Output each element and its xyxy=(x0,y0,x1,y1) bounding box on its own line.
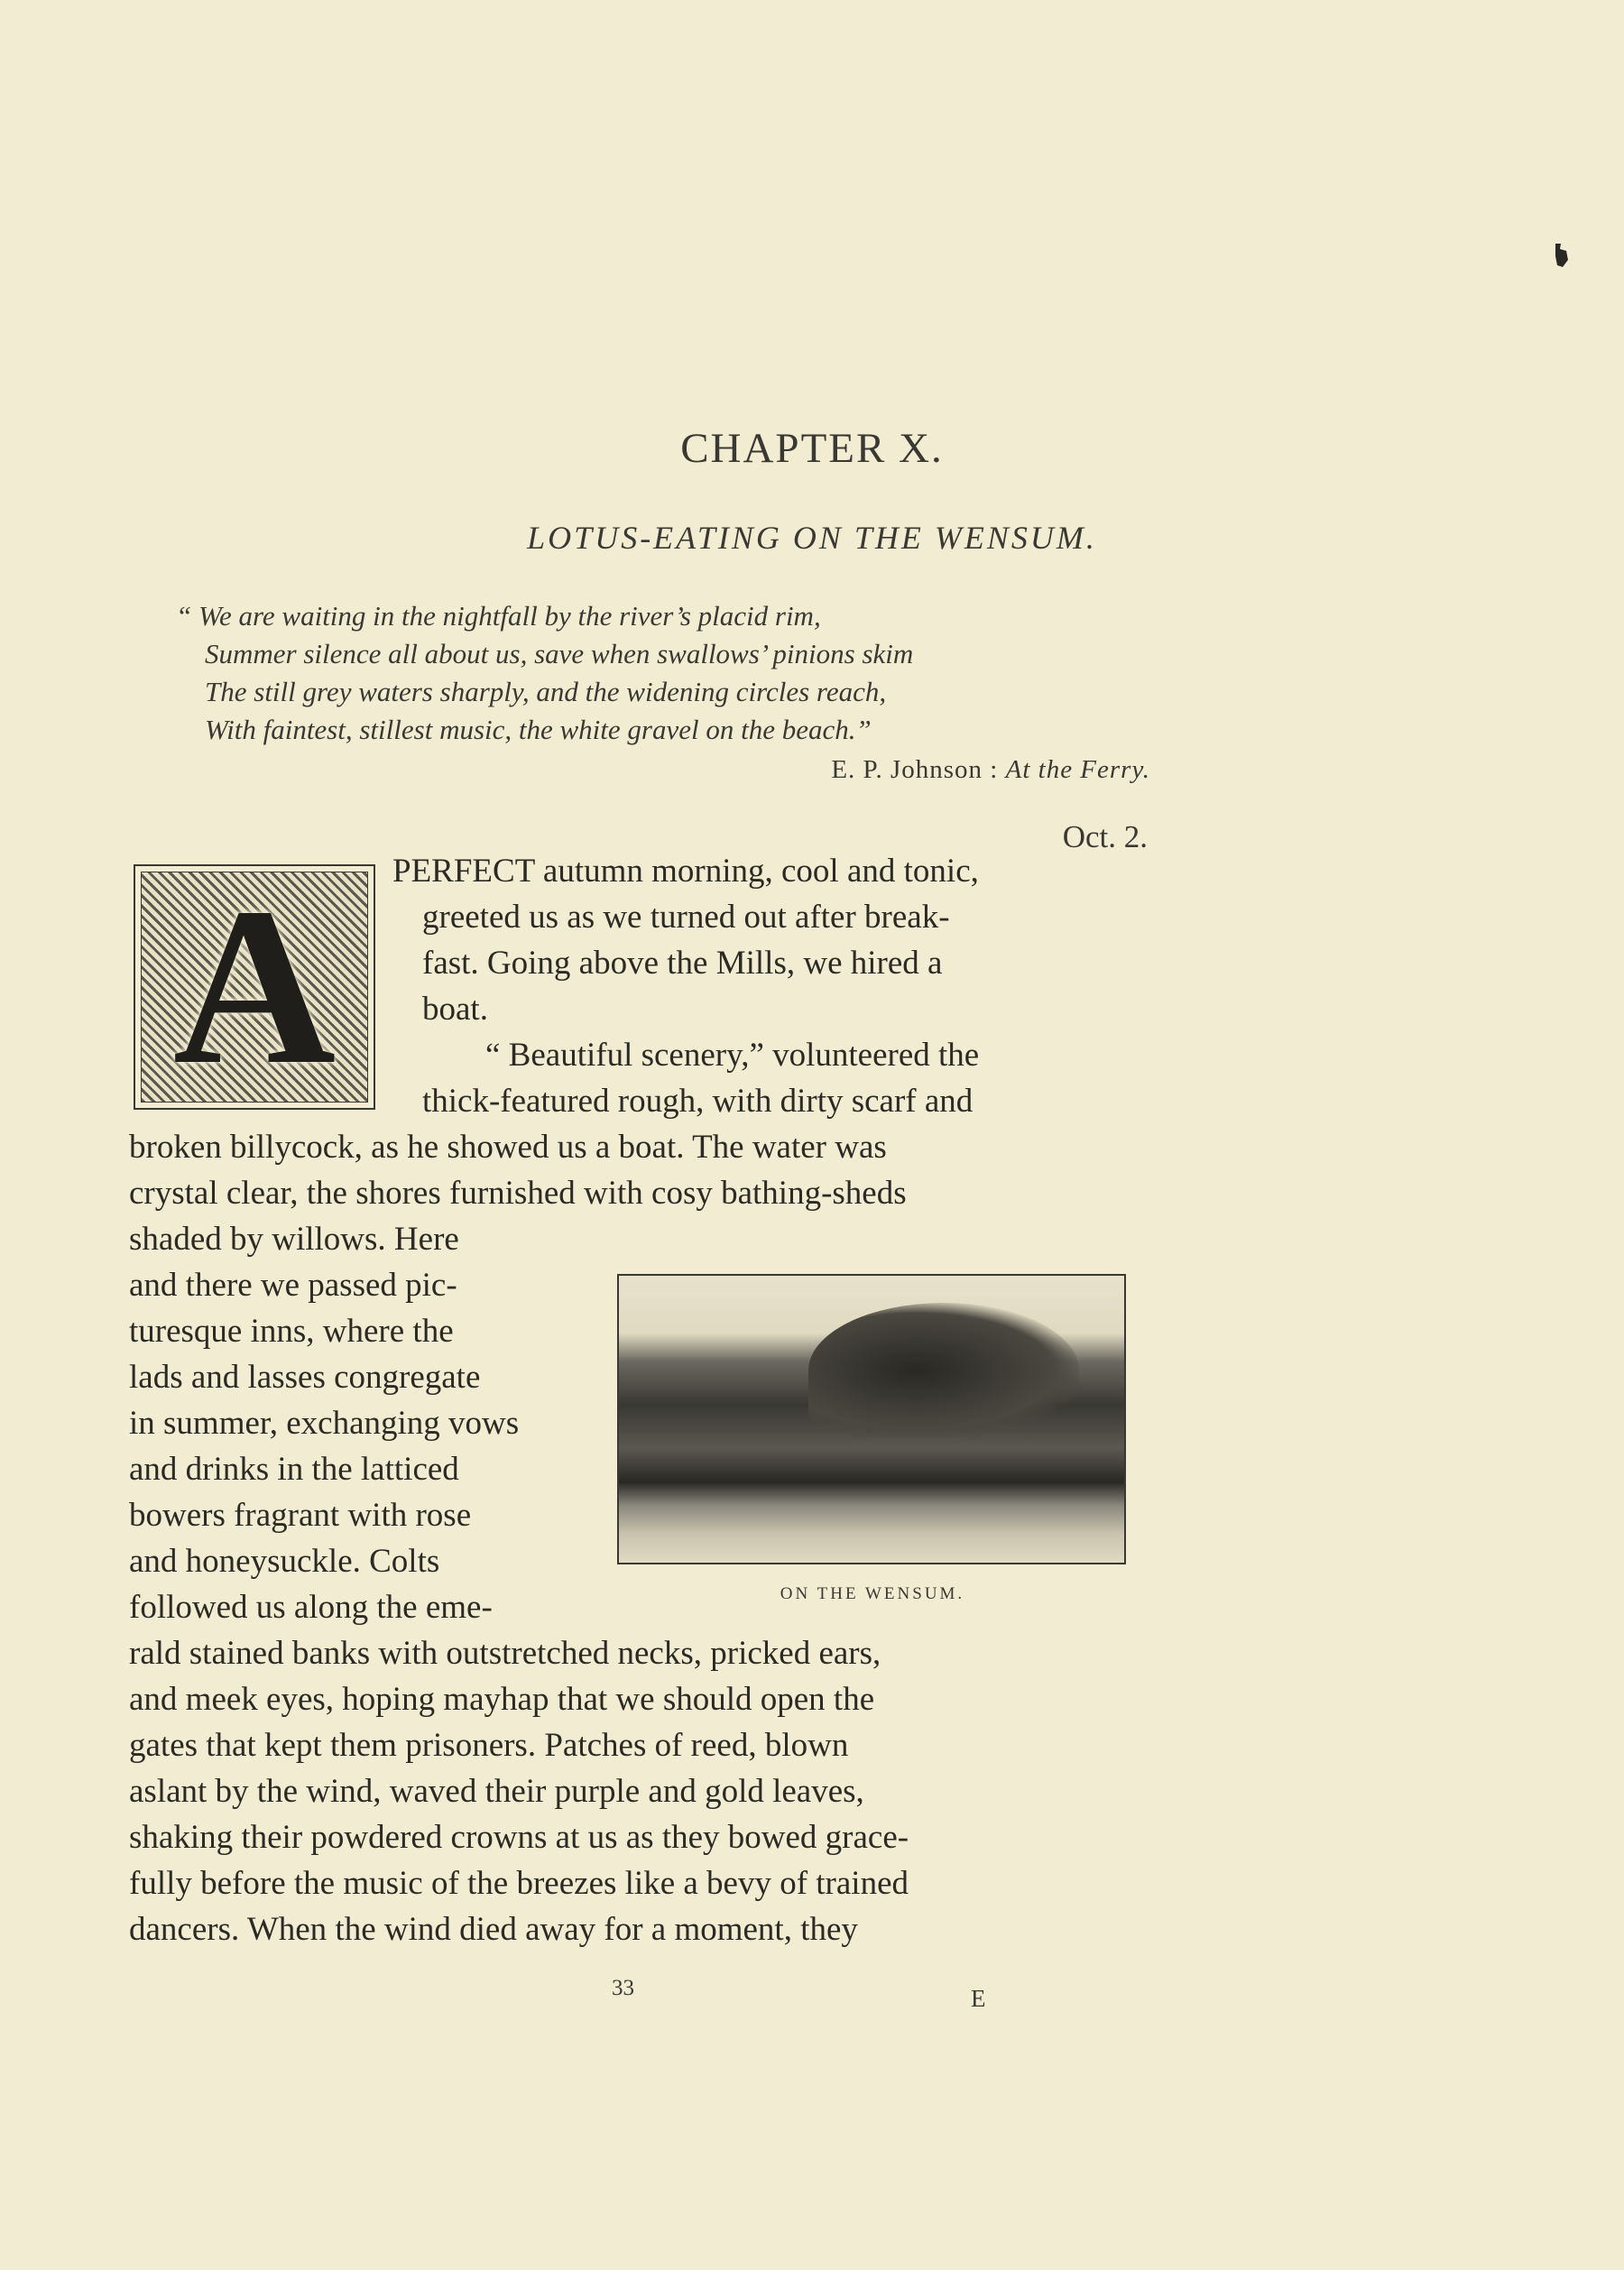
text-line: shaking their powdered crowns at us as they bowed grace- xyxy=(129,1819,909,1856)
figure-caption: ON THE WENSUM. xyxy=(780,1584,965,1603)
text-line: thick-featured rough, with dirty scarf and xyxy=(422,1083,973,1120)
poem-line: Summer silence all about us, save when swallows’ pinions skim xyxy=(205,638,914,669)
signature-mark: E xyxy=(971,1985,986,2012)
text-line: in summer, exchanging vows xyxy=(129,1405,520,1442)
dateline: Oct. 2. xyxy=(1062,819,1148,854)
text-line: aslant by the wind, waved their purple and gold leaves, xyxy=(129,1773,864,1810)
text-line: turesque inns, where the xyxy=(129,1313,454,1350)
text-line: and meek eyes, hoping mayhap that we should open the xyxy=(129,1681,875,1718)
text-line: “ Beautiful scenery,” volunteered the xyxy=(485,1037,980,1074)
text-line: and drinks in the latticed xyxy=(129,1451,459,1488)
chapter-heading: CHAPTER X. xyxy=(680,425,944,472)
text-line: broken billycock, as he showed us a boat. The water was xyxy=(129,1129,887,1166)
poem-attribution xyxy=(176,751,1150,789)
text-line: followed us along the eme- xyxy=(129,1589,493,1626)
epigraph-poem xyxy=(176,597,1150,789)
drop-cap-letter: A xyxy=(172,862,337,1112)
text-line: crystal clear, the shores furnished with cosy bathing-sheds xyxy=(129,1175,907,1212)
text-line: fast. Going above the Mills, we hired a xyxy=(422,945,943,982)
river-photo xyxy=(617,1274,1126,1564)
text-line: and there we passed pic- xyxy=(129,1267,457,1304)
ink-mark xyxy=(1552,242,1572,269)
poem-line: The still grey waters sharply, and the widening circles reach, xyxy=(205,676,887,707)
text-line: bowers fragrant with rose xyxy=(129,1497,472,1534)
text-line: PERFECT autumn morning, cool and tonic, xyxy=(392,853,979,890)
tree-line xyxy=(808,1303,1079,1438)
page-number: 33 xyxy=(612,1976,634,2000)
poem-author: E. P. Johnson : xyxy=(831,755,999,784)
poem-line: With faintest, stillest music, the white gravel on the beach.” xyxy=(205,714,872,745)
text-line: and honeysuckle. Colts xyxy=(129,1543,440,1580)
text-line: greeted us as we turned out after break- xyxy=(422,899,950,936)
text-line: dancers. When the wind died away for a moment, they xyxy=(129,1911,858,1948)
text-line: boat. xyxy=(422,991,488,1028)
text-line: shaded by willows. Here xyxy=(129,1221,459,1258)
text-line: fully before the music of the breezes like a bevy of trained xyxy=(129,1865,909,1902)
text-line: rald stained banks with outstretched necks, pricked ears, xyxy=(129,1635,881,1672)
text-line: lads and lasses congregate xyxy=(129,1359,481,1396)
river-illustration xyxy=(617,1274,1128,1604)
poem-line: “ We are waiting in the nightfall by the river’s placid rim, xyxy=(176,600,821,632)
poem-work: At the Ferry. xyxy=(1005,755,1150,784)
chapter-title: LOTUS-EATING ON THE WENSUM. xyxy=(527,520,1097,556)
text-line: gates that kept them prisoners. Patches of reed, blown xyxy=(129,1727,849,1764)
